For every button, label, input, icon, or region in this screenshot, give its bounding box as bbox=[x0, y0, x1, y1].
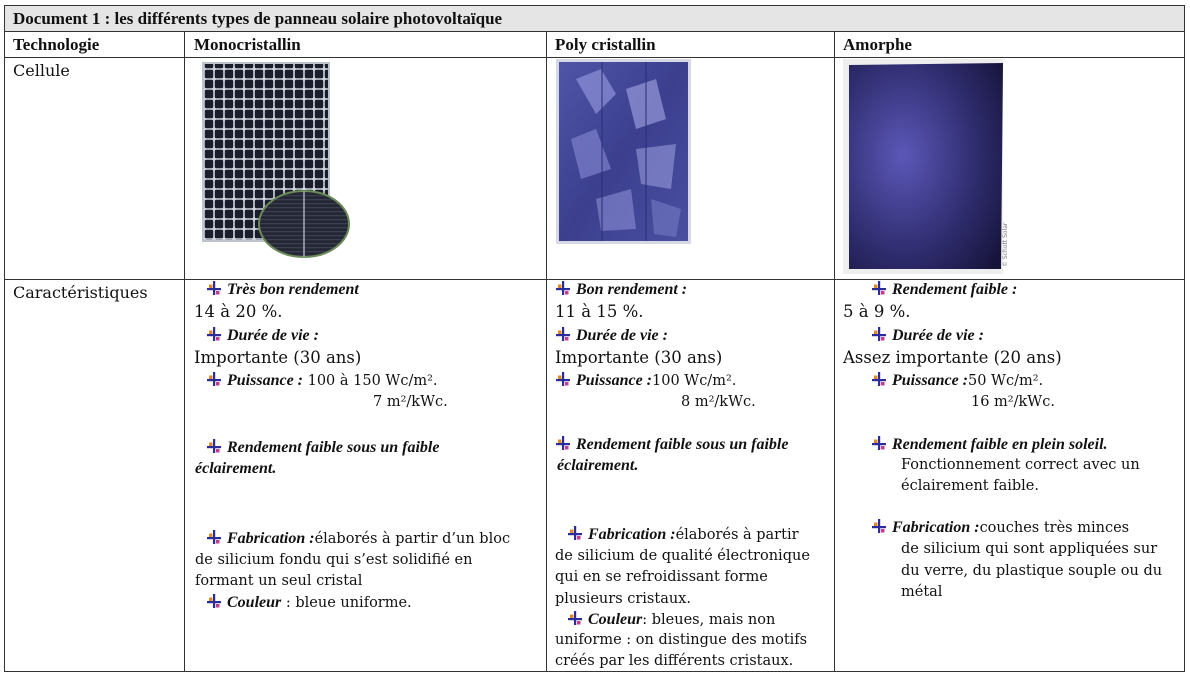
poly-fabrication: Fabrication :élaborés à partir bbox=[568, 524, 799, 546]
amor-fabrication-3: du verre, du plastique souple ou du bbox=[901, 563, 1163, 579]
mono-duree-label: Durée de vie : bbox=[207, 324, 319, 347]
column-divider bbox=[184, 32, 185, 671]
poly-fabrication-2: de silicium de qualité électronique bbox=[555, 548, 810, 564]
amor-rendement-label: Rendement faible : bbox=[872, 278, 1017, 301]
amor-fabrication-2: de silicium qui sont appliquées sur bbox=[901, 541, 1158, 557]
poly-couleur: Couleur: bleues, mais non bbox=[568, 609, 775, 631]
row-label-caracteristiques: Caractéristiques bbox=[13, 283, 148, 302]
amor-fabrication: Fabrication :couches très minces bbox=[872, 517, 1129, 539]
poly-couleur-3: créés par les différents cristaux. bbox=[555, 653, 794, 669]
amor-duree-value: Assez importante (20 ans) bbox=[843, 348, 1062, 367]
pin-bullet-icon bbox=[568, 611, 582, 625]
amor-puissance-2: 16 m²/kWc. bbox=[971, 394, 1055, 410]
poly-faible-label: Rendement faible sous un faible bbox=[556, 433, 788, 456]
mono-faible-label: Rendement faible sous un faible bbox=[207, 436, 439, 459]
row-label-cellule: Cellule bbox=[13, 61, 70, 80]
pin-bullet-icon bbox=[556, 281, 570, 295]
poly-fabrication-4: plusieurs cristaux. bbox=[555, 591, 691, 607]
mono-faible-label-2: éclairement. bbox=[195, 460, 277, 477]
column-divider bbox=[834, 32, 835, 671]
mono-rendement-value: 14 à 20 %. bbox=[194, 302, 283, 321]
header-monocristallin: Monocristallin bbox=[194, 35, 301, 54]
pin-bullet-icon bbox=[207, 439, 221, 453]
monocrystalline-panel-image bbox=[194, 59, 352, 265]
mono-rendement-label: Très bon rendement bbox=[207, 278, 359, 301]
amor-faible-3: éclairement faible. bbox=[901, 478, 1039, 494]
mono-puissance: Puissance : 100 à 150 Wc/m². bbox=[207, 370, 438, 392]
pin-bullet-icon bbox=[568, 526, 582, 540]
pin-bullet-icon bbox=[872, 281, 886, 295]
mono-puissance-2: 7 m²/kWc. bbox=[373, 394, 448, 410]
watermark-text: © Schott Solar bbox=[1002, 222, 1009, 267]
document-title: Document 1 : les différents types de panneau solaire photovoltaïque bbox=[5, 6, 1184, 32]
pin-bullet-icon bbox=[207, 594, 221, 608]
poly-fabrication-3: qui en se refroidissant forme bbox=[555, 569, 768, 585]
document-table bbox=[4, 5, 1185, 672]
pin-bullet-icon bbox=[207, 281, 221, 295]
poly-couleur-2: uniforme : on distingue des motifs bbox=[555, 632, 808, 648]
header-amorphe: Amorphe bbox=[843, 35, 912, 54]
header-technologie: Technologie bbox=[13, 35, 100, 54]
amorphous-panel-image bbox=[843, 59, 1023, 274]
amor-puissance: Puissance :50 Wc/m². bbox=[872, 370, 1043, 392]
poly-faible-label-2: éclairement. bbox=[557, 457, 639, 474]
amor-faible-2: Fonctionnement correct avec un bbox=[901, 457, 1140, 473]
poly-rendement-label: Bon rendement : bbox=[556, 278, 687, 301]
amor-faible-label: Rendement faible en plein soleil. bbox=[872, 433, 1108, 456]
poly-duree-value: Importante (30 ans) bbox=[555, 348, 723, 367]
pin-bullet-icon bbox=[872, 327, 886, 341]
mono-fabrication-3: formant un seul cristal bbox=[195, 573, 363, 589]
mono-fabrication: Fabrication :élaborés à partir d’un bloc bbox=[207, 528, 510, 550]
mono-fabrication-2: de silicium fondu qui s’est solidifié en bbox=[195, 552, 473, 568]
pin-bullet-icon bbox=[556, 327, 570, 341]
pin-bullet-icon bbox=[556, 436, 570, 450]
header-polycristallin: Poly cristallin bbox=[555, 35, 656, 54]
polycrystalline-panel-image bbox=[556, 59, 691, 244]
pin-bullet-icon bbox=[872, 519, 886, 533]
amor-duree-label: Durée de vie : bbox=[872, 324, 984, 347]
poly-puissance-2: 8 m²/kWc. bbox=[681, 394, 756, 410]
row-divider bbox=[5, 57, 1184, 58]
poly-puissance: Puissance :100 Wc/m². bbox=[556, 370, 736, 392]
amor-fabrication-4: métal bbox=[901, 584, 943, 600]
pin-bullet-icon bbox=[872, 436, 886, 450]
pin-bullet-icon bbox=[207, 372, 221, 386]
column-divider bbox=[546, 32, 547, 671]
pin-bullet-icon bbox=[556, 372, 570, 386]
amor-rendement-value: 5 à 9 %. bbox=[843, 302, 911, 321]
poly-rendement-value: 11 à 15 %. bbox=[555, 302, 644, 321]
mono-duree-value: Importante (30 ans) bbox=[194, 348, 362, 367]
pin-bullet-icon bbox=[207, 327, 221, 341]
pin-bullet-icon bbox=[207, 530, 221, 544]
pin-bullet-icon bbox=[872, 372, 886, 386]
mono-couleur: Couleur : bleue uniforme. bbox=[207, 592, 412, 614]
poly-duree-label: Durée de vie : bbox=[556, 324, 668, 347]
